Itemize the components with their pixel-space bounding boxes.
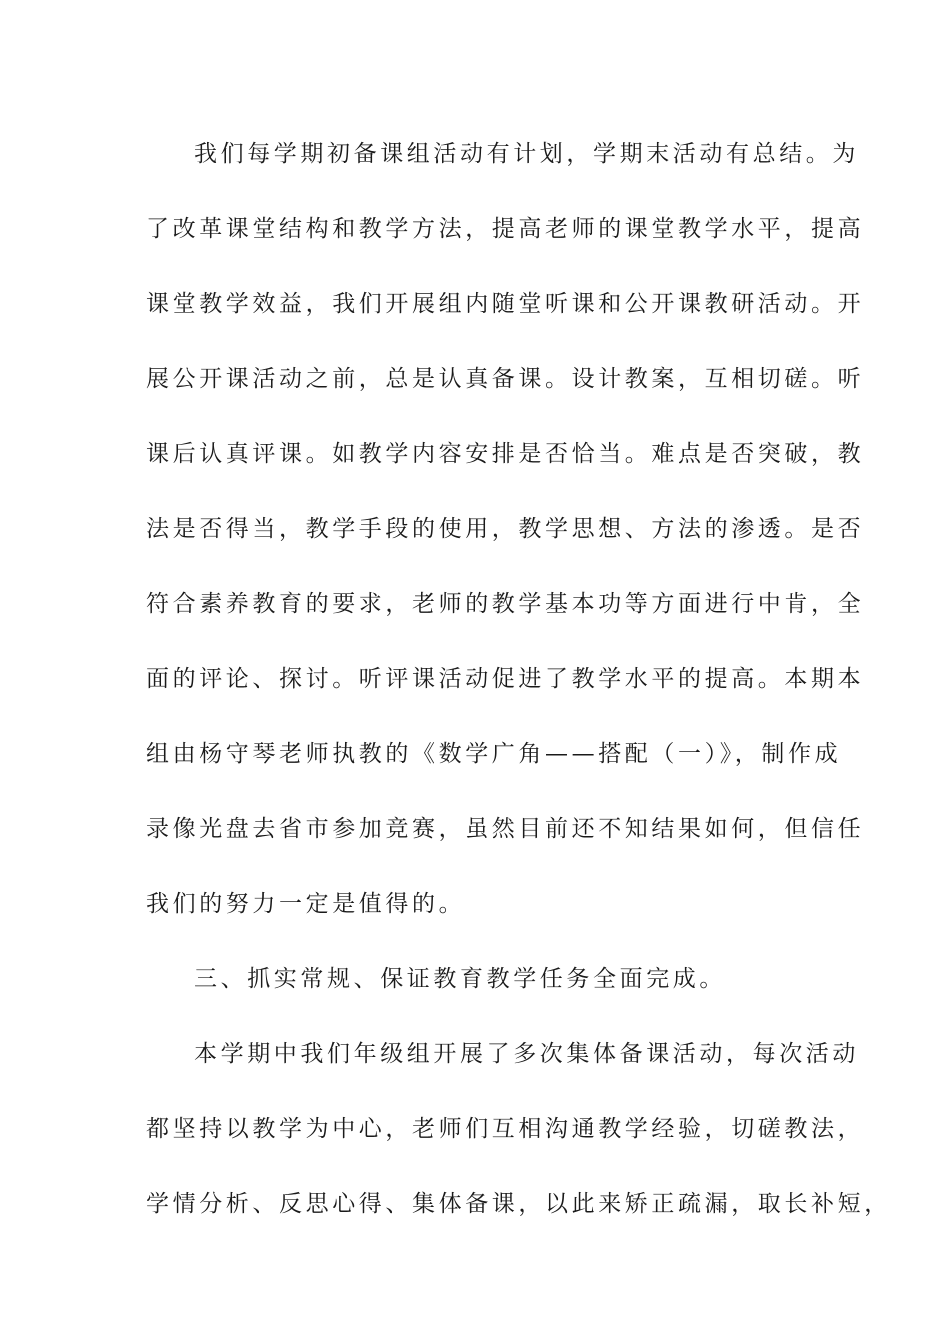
text-line-1: 我们每学期初备课组活动有计划，学期末活动有总结。为 [194,141,859,167]
section-heading: 三、抓实常规、保证教育教学任务全面完成。 [194,966,726,992]
text-line-10: 录像光盘去省市参加竞赛，虽然目前还不知结果如何，但信任 [146,816,865,842]
text-line-15: 学情分析、反思心得、集体备课，以此来矫正疏漏，取长补短， [146,1191,891,1217]
text-line-7: 符合素养教育的要求，老师的教学基本功等方面进行中肯，全 [146,591,865,617]
text-line-6: 法是否得当，教学手段的使用，教学思想、方法的渗透。是否 [146,516,865,542]
text-line-11: 我们的努力一定是值得的。 [146,891,466,917]
document-body [146,130,891,1255]
text-line-4: 展公开课活动之前，总是认真备课。设计教案，互相切磋。听 [146,366,865,392]
text-line-5: 课后认真评课。如教学内容安排是否恰当。难点是否突破，教 [146,441,865,467]
text-line-13: 本学期中我们年级组开展了多次集体备课活动，每次活动 [194,1041,859,1067]
text-line-2: 了改革课堂结构和教学方法，提高老师的课堂教学水平，提高 [146,216,865,242]
text-line-3: 课堂教学效益，我们开展组内随堂听课和公开课教研活动。开 [146,291,865,317]
text-line-9: 组由杨守琴老师执教的《数学广角——搭配（一）》，制作成 [146,741,842,767]
text-line-14: 都坚持以教学为中心，老师们互相沟通教学经验，切磋教法， [146,1116,865,1142]
text-line-8: 面的评论、探讨。听评课活动促进了教学水平的提高。本期本 [146,666,865,692]
